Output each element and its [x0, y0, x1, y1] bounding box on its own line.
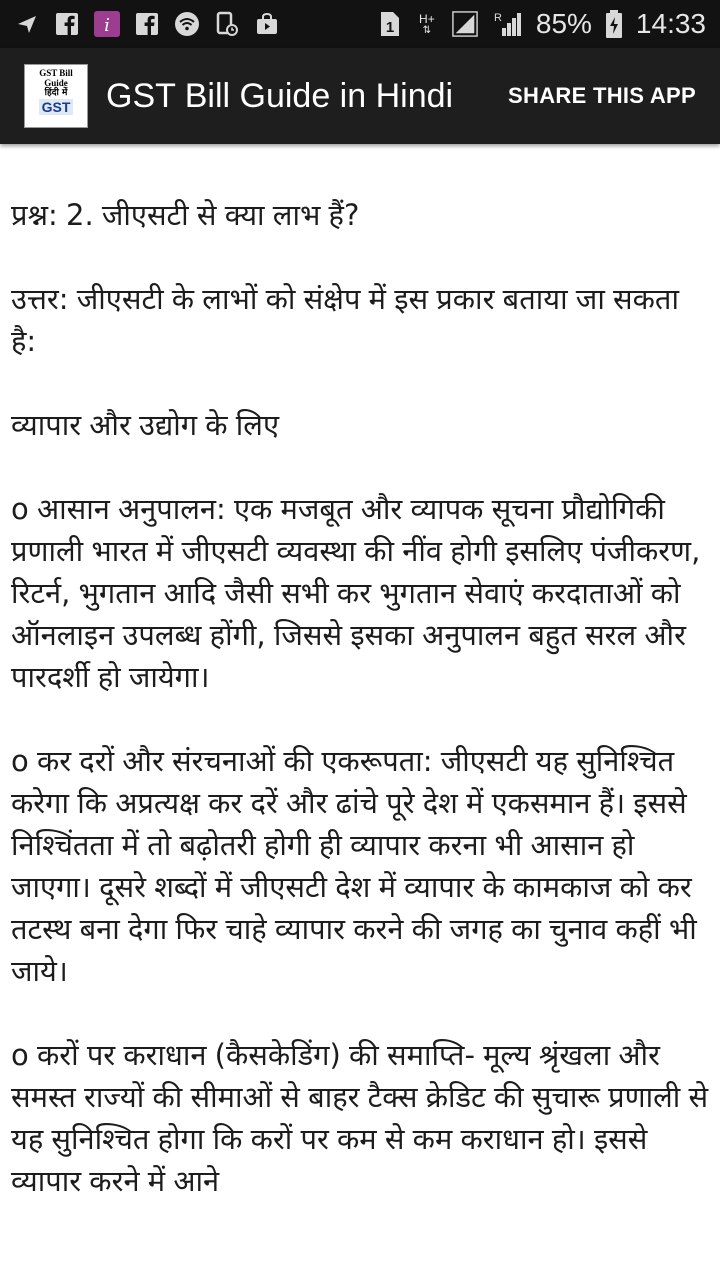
logo-gst-text: GST: [39, 99, 74, 115]
data-arrows: ⇅: [422, 25, 432, 36]
network-type-icon: [416, 11, 438, 37]
benefit-paragraph: o करों पर कराधान (कैसकेडिंग) की समाप्ति- मूल्य श्रृंखला और समस्त राज्यों की सीमाओं से बाहर टैक्स क्रेडिट की सुचारू प्रणाली से यह सुनिश्चित होगा कि करों पर कम से कम कराधान हो। इससे व्यापार करने में आने: [11, 1038, 709, 1198]
phone-status-icon: [214, 11, 240, 37]
facebook-icon: [54, 11, 80, 37]
logo-line-3: हिंदी में: [44, 88, 68, 98]
benefit-paragraph: o आसान अनुपालन: एक मजबूत और व्यापक सूचना प्रौद्योगिकी प्रणाली भारत में जीएसटी व्यवस्था की नींव होगी इसलिए पंजीकरण, रिटर्न, भुगतान आदि जैसी सभी कर भुगतान सेवाएं करदाताओं को ऑनलाइन उपलब्ध होंगी, जिससे इसका अनुपालन बहुत सरल और पारदर्शी हो जायेगा।: [11, 492, 701, 694]
network-type-label: H+: [419, 12, 435, 26]
share-app-button[interactable]: SHARE THIS APP: [508, 83, 696, 108]
logo-line-2: Guide: [44, 78, 68, 88]
shopping-bag-icon: [254, 11, 280, 37]
answer-intro: उत्तर: जीएसटी के लाभों को संक्षेप में इस प्रकार बताया जा सकता है:: [11, 282, 679, 358]
notification-icons: [14, 11, 280, 37]
svg-text:1: 1: [385, 19, 395, 36]
system-icons: [376, 8, 706, 40]
signal-icon: [452, 11, 478, 37]
battery-charging-icon: [606, 11, 622, 37]
facebook-icon: [134, 11, 160, 37]
instapaper-icon: [94, 11, 120, 37]
section-heading: व्यापार और उद्योग के लिए: [11, 408, 279, 442]
clock: 14:33: [635, 8, 706, 39]
svg-text:R: R: [493, 12, 502, 24]
benefit-paragraph: o कर दरों और संरचनाओं की एकरूपता: जीएसटी यह सुनिश्चित करेगा कि अप्रत्यक्ष कर दरें और ढांचे पूरे देश में एकसमान हैं। इससे निश्चिंतता में तो बढ़ोतरी होगी ही व्यापार करना भी आसान हो जाएगा। दूसरे शब्दों में जीएसटी देश में व्यापार के कामकाज को कर तटस्थ बना देगा फिर चाहे व्यापार करने की जगह का चुनाव कहीं भी जाये।: [11, 744, 697, 988]
wifi-icon: [174, 11, 200, 37]
svg-text:i: i: [104, 15, 110, 36]
logo-line-1: GST Bill: [39, 68, 73, 78]
app-logo: [24, 64, 88, 128]
question-heading: प्रश्न: 2. जीएसटी से क्या लाभ हैं?: [11, 198, 360, 232]
app-title: GST Bill Guide in Hindi: [106, 76, 454, 115]
send-icon: [14, 11, 40, 37]
app-bar: [0, 48, 720, 144]
status-bar: [0, 0, 720, 48]
battery-percent: 85%: [535, 8, 592, 39]
sim-icon: [376, 11, 402, 37]
signal-roaming-icon: [492, 11, 522, 37]
article-content[interactable]: [0, 144, 720, 1280]
